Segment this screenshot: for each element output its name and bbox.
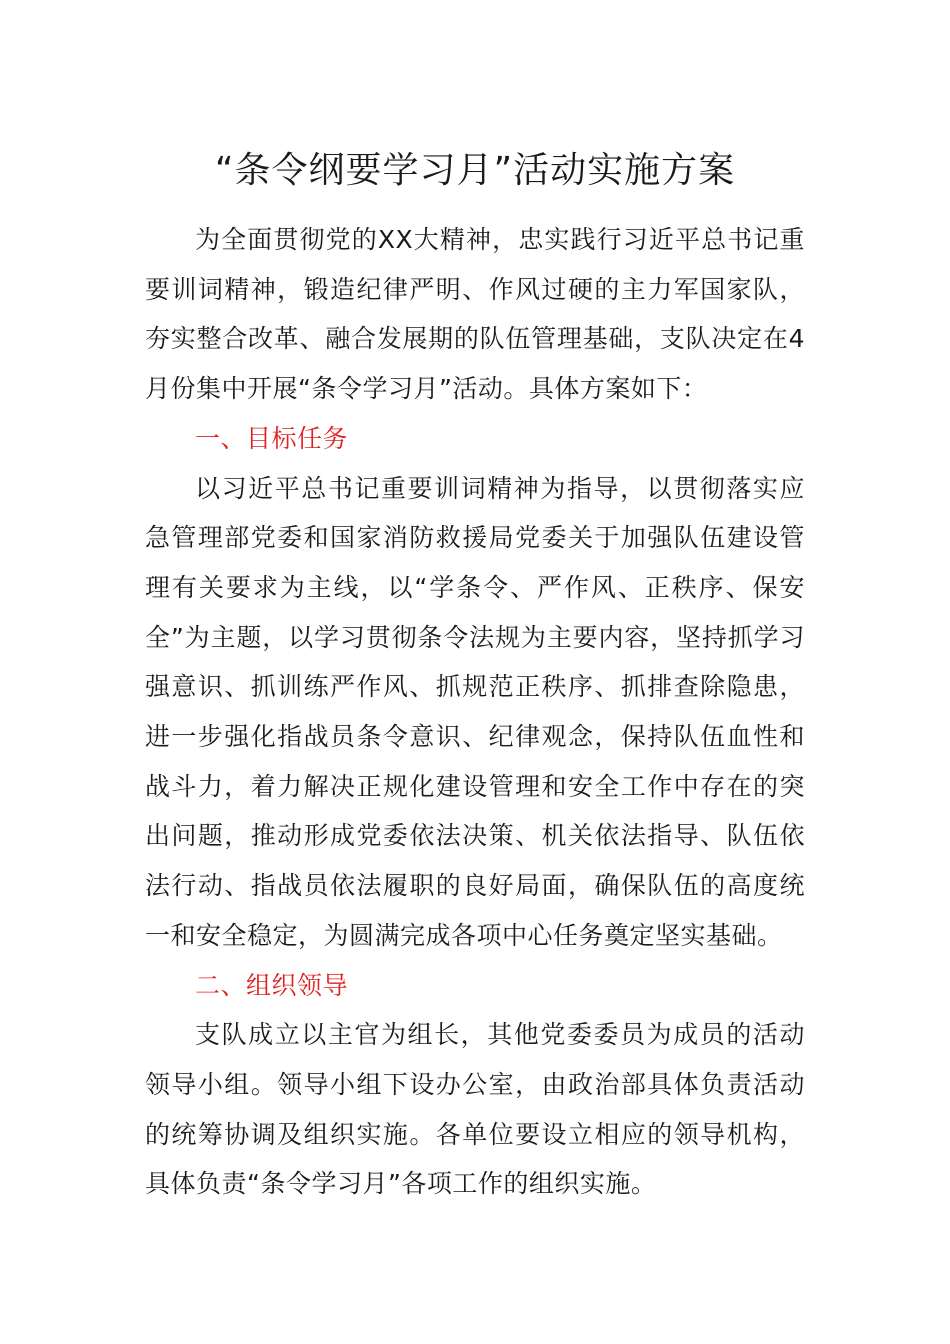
section-heading-organization: 二、组织领导 <box>195 970 349 1000</box>
section-body-organization: 支队成立以主官为组长，其他党委委员为成员的活动领导小组。领导小组下设办公室，由政治部具体负责活动的统筹协调及组织实施。各单位要设立相应的领导机构，具体负责“条令学习月”各项工作的组织实施。 <box>145 1020 805 1199</box>
document-body <box>145 215 805 1209</box>
section-body-goals: 以习近平总书记重要训词精神为指导，以贯彻落实应急管理部党委和国家消防救援局党委关于加强队伍建设管理有关要求为主线，以“学条令、严作风、正秩序、保安全”为主题，以学习贯彻条令法规为主要内容，坚持抓学习强意识、抓训练严作风、抓规范正秩序、抓排查除隐患，进一步强化指战员条令意识、纪律观念，保持队伍血性和战斗力，着力解决正规化建设管理和安全工作中存在的突出问题，推动形成党委依法决策、机关依法指导、队伍依法行动、指战员依法履职的良好局面，确保队伍的高度统一和安全稳定，为圆满完成各项中心任务奠定坚实基础。 <box>145 473 805 950</box>
section-heading-goals: 一、目标任务 <box>195 423 349 453</box>
intro-paragraph: 为全面贯彻党的XX大精神，忠实践行习近平总书记重要训词精神，锻造纪律严明、作风过硬的主力军国家队，夯实整合改革、融合发展期的队伍管理基础，支队决定在4月份集中开展“条令学习月”活动。具体方案如下： <box>145 225 805 404</box>
document-title: “条令纲要学习月”活动实施方案 <box>214 150 736 191</box>
